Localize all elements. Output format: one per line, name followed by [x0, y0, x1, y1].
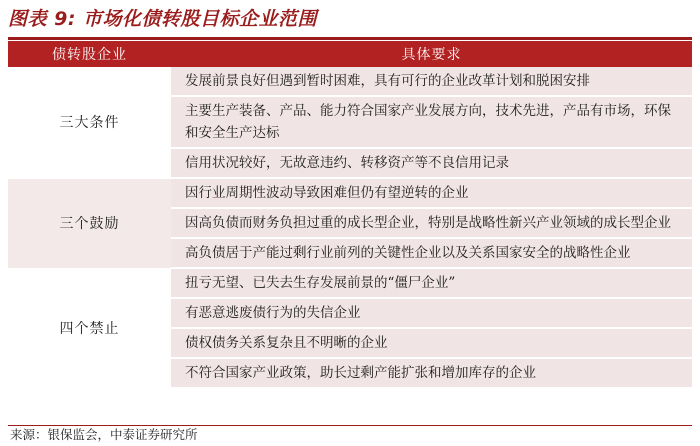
requirement-cell: 因高负债而财务负担过重的成长型企业，特别是战略性新兴产业领域的成长型企业 — [171, 208, 692, 238]
table-row — [8, 67, 692, 96]
requirement-cell: 扭亏无望、已失去生存发展前景的“僵尸企业” — [171, 268, 692, 298]
requirement-cell: 发展前景良好但遇到暂时困难，具有可行的企业改革计划和脱困安排 — [171, 67, 692, 96]
target-enterprise-table — [8, 41, 692, 389]
requirement-cell: 信用状况较好，无故意违约、转移资产等不良信用记录 — [171, 148, 692, 178]
requirement-cell: 有恶意逃废债行为的失信企业 — [171, 298, 692, 328]
header-requirements: 具体要求 — [171, 41, 692, 67]
source-note: 来源：银保监会，中泰证券研究所 — [10, 427, 198, 442]
requirement-cell: 高负债居于产能过剩行业前列的关键性企业以及关系国家安全的战略性企业 — [171, 238, 692, 268]
table-row — [8, 178, 692, 208]
figure-title: 图表 9: 市场化债转股目标企业范围 — [8, 8, 318, 30]
requirement-cell: 因行业周期性波动导致困难但仍有望逆转的企业 — [171, 178, 692, 208]
table-header-row — [8, 41, 692, 67]
category-cell: 三大条件 — [8, 67, 171, 178]
title-divider — [8, 37, 692, 40]
requirement-cell: 主要生产装备、产品、能力符合国家产业发展方向，技术先进，产品有市场，环保和安全生产达标 — [171, 96, 692, 148]
requirement-cell: 不符合国家产业政策，助长过剩产能扩张和增加库存的企业 — [171, 358, 692, 388]
requirement-cell: 债权债务关系复杂且不明晰的企业 — [171, 328, 692, 358]
category-cell: 三个鼓励 — [8, 178, 171, 268]
category-cell: 四个禁止 — [8, 268, 171, 388]
table-row — [8, 268, 692, 298]
header-enterprise: 债转股企业 — [8, 41, 171, 67]
